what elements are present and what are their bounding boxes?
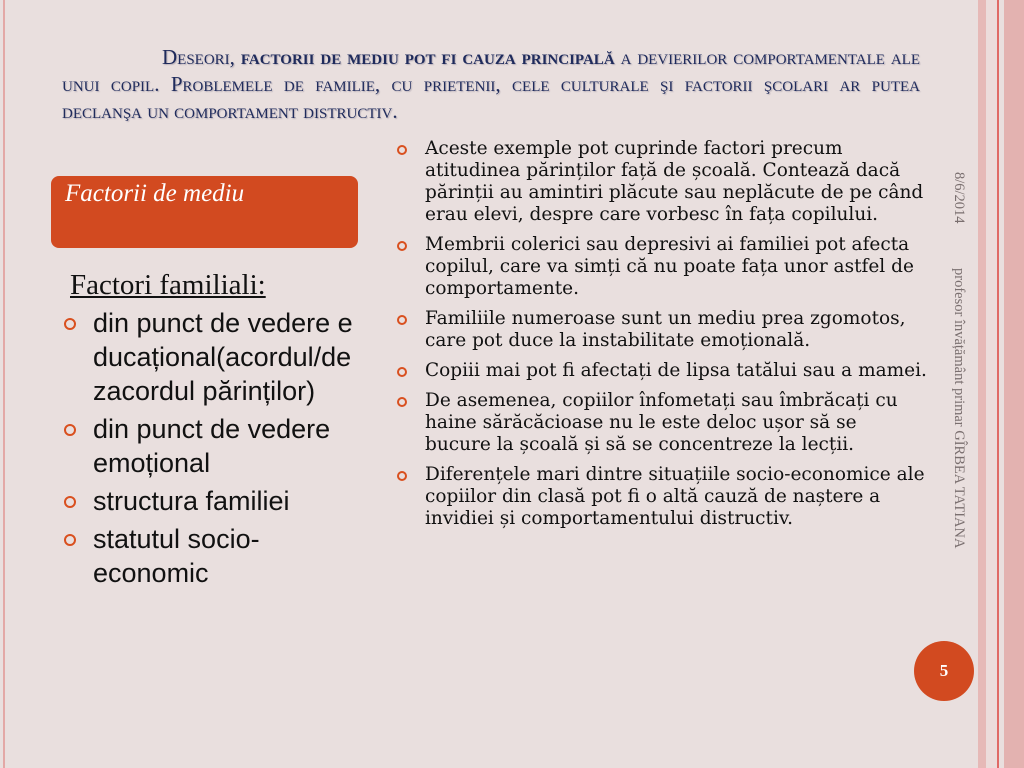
title-text: a devierilor comportamentale ale unui copil. Problemele de familie, cu prietenii, cele culturale şi factorii şcolari ar putea declanşa un comportament distructiv. (62, 45, 920, 123)
list-item (62, 484, 362, 518)
list-item-text: De asemenea, copiilor înfometați sau îmbrăcați cu haine sărăcăcioase nu le este deloc ușor să se bucure la școală și să se concentreze la lecții. (425, 390, 898, 455)
list-item-text: structura familiei (93, 486, 290, 516)
list-item-text: Aceste exemple pot cuprinde factori precum atitudinea părinților față de școală. Contează dacă părinții au amintiri plăcute sau neplăcute de pe când erau elevi, despre care vorbesc în fața copilului. (425, 138, 924, 225)
list-item (62, 306, 362, 408)
bullet-icon (64, 534, 76, 546)
list-item-text: Diferențele mari dintre situațiile socio-economice ale copiilor din clasă pot fi o altă cauză de naștere a invidiei și comportamentului distructiv. (425, 464, 925, 529)
right-stripe-line (997, 0, 999, 768)
right-stripe (986, 0, 997, 768)
title-text: Deseori, (162, 45, 241, 69)
bullet-icon (397, 397, 407, 407)
slide-title (62, 44, 920, 125)
list-item (397, 390, 927, 456)
right-stripe (978, 0, 986, 768)
list-item (62, 522, 362, 590)
bullet-icon (397, 315, 407, 325)
bullet-icon (64, 496, 76, 508)
footer-author: profesor învățământ primar GÎRBEA TATIANA (951, 268, 967, 549)
list-item-text: Membrii colerici sau depresivi ai familiei pot afecta copilul, care va simți că nu poate fața unor astfel de comportamente. (425, 234, 914, 299)
list-item-text: statutul socio-economic (93, 524, 260, 588)
left-border (3, 0, 5, 768)
bullet-icon (397, 145, 407, 155)
bullet-icon (397, 367, 407, 377)
list-heading: Factori familiali: (70, 269, 266, 301)
list-item-text: din punct de vedere emoțional (93, 414, 331, 478)
title-bold: factorii de mediu pot fi cauza principală (240, 45, 615, 69)
list-item (397, 308, 927, 352)
list-item (62, 412, 362, 480)
slide-number: 5 (914, 641, 974, 701)
list-item (397, 464, 927, 530)
right-stripe (1004, 0, 1024, 768)
bullet-icon (397, 241, 407, 251)
right-list (397, 138, 927, 538)
bullet-icon (64, 318, 76, 330)
list-item (397, 234, 927, 300)
list-item (397, 360, 927, 382)
bullet-icon (64, 424, 76, 436)
section-box (51, 176, 358, 248)
left-list (62, 268, 362, 594)
section-label: Factorii de mediu (65, 180, 245, 207)
list-item-text: Familiile numeroase sunt un mediu prea zgomotos, care pot duce la instabilitate emoțională. (425, 308, 906, 351)
bullet-icon (397, 471, 407, 481)
list-item (397, 138, 927, 226)
list-item-text: Copiii mai pot fi afectați de lipsa tatălui sau a mamei. (425, 360, 927, 381)
footer-date: 8/6/2014 (951, 172, 967, 224)
list-item-text: din punct de vedere educațional(acordul/dezacordul părinților) (93, 308, 353, 406)
